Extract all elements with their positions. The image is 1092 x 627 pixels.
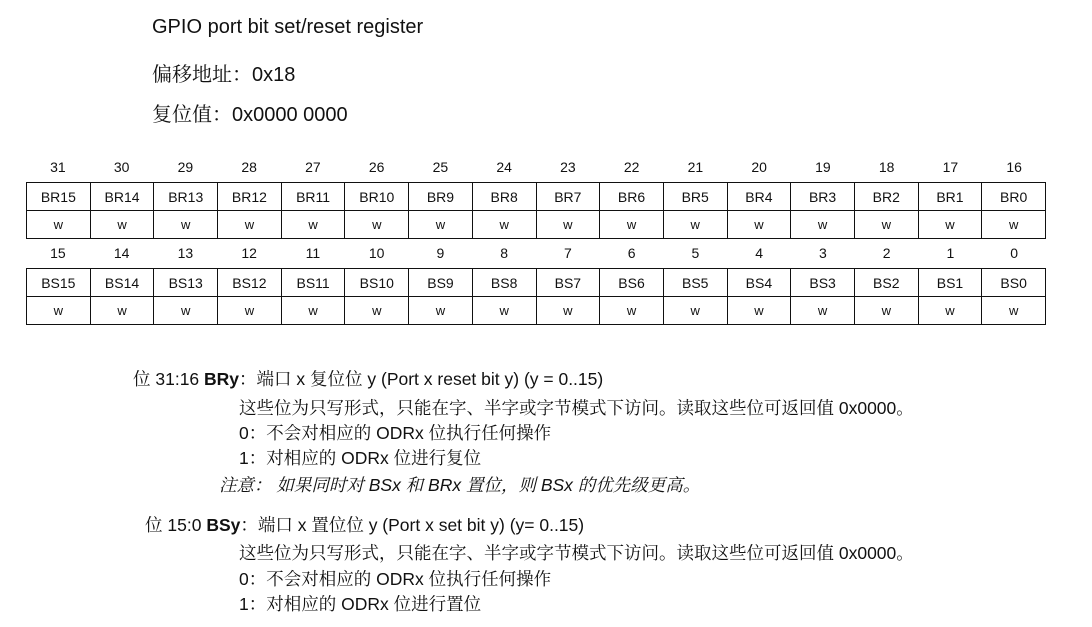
register-title: GPIO port bit set/reset register (152, 16, 424, 38)
access-cell: w (409, 211, 473, 239)
field-cell: BS4 (727, 269, 791, 297)
bit-number: 12 (241, 245, 257, 261)
access-cell: w (600, 297, 664, 325)
bit-number: 20 (751, 159, 767, 175)
access-cell: w (854, 211, 918, 239)
register-table-high (26, 182, 1046, 239)
field-cell: BR2 (854, 183, 918, 211)
bit-number: 0 (1010, 245, 1019, 261)
bry-description-line: 这些位为只写形式，只能在字、半字或字节模式下访问。读取这些位可返回值 0x0000。 (239, 398, 914, 418)
bit-number: 9 (436, 245, 445, 261)
bry-option-1: 1：对相应的 ODRx 位进行复位 (239, 448, 482, 468)
bit-numbers-high (26, 159, 1046, 175)
bit-number: 17 (942, 159, 959, 175)
field-cell: BS15 (27, 269, 91, 297)
field-cell: BS9 (409, 269, 473, 297)
bsy-field-name: BSy (206, 515, 241, 535)
access-cell: w (791, 297, 855, 325)
field-cell: BR13 (154, 183, 218, 211)
field-cell: BS5 (663, 269, 727, 297)
bit-number: 28 (241, 159, 257, 175)
field-cell: BR3 (791, 183, 855, 211)
access-cell: w (90, 211, 154, 239)
field-cell: BR4 (727, 183, 791, 211)
bit-number: 25 (432, 159, 449, 175)
access-cell: w (663, 211, 727, 239)
field-cell: BS7 (536, 269, 600, 297)
access-cell: w (281, 297, 345, 325)
access-cell: w (918, 211, 982, 239)
offset-address: 偏移地址：0x18 (152, 64, 296, 86)
bsy-bit-range: 位 15:0 (145, 515, 202, 535)
bry-field-name: BRy (204, 369, 240, 389)
access-cell: w (536, 211, 600, 239)
bit-number: 1 (946, 245, 955, 261)
bit-number: 3 (818, 245, 827, 261)
field-cell: BS10 (345, 269, 409, 297)
access-cell: w (27, 211, 91, 239)
access-cell: w (536, 297, 600, 325)
access-cell: w (854, 297, 918, 325)
access-cell: w (409, 297, 473, 325)
access-cell: w (154, 297, 218, 325)
bit-number: 18 (878, 159, 895, 175)
access-row (27, 297, 1046, 325)
access-cell: w (472, 211, 536, 239)
field-cell: BR5 (663, 183, 727, 211)
access-cell: w (218, 297, 282, 325)
field-cell: BR1 (918, 183, 982, 211)
bry-note: 注意： 如果同时对 BSx 和 BRx 置位，则 BSx 的优先级更高。 (219, 475, 701, 495)
field-cell: BS11 (281, 269, 345, 297)
field-cell: BR9 (409, 183, 473, 211)
bit-number: 19 (815, 159, 831, 175)
bit-number: 22 (623, 159, 640, 175)
bit-number: 29 (177, 159, 194, 175)
bit-number: 13 (177, 245, 194, 261)
register-table-low (26, 268, 1046, 325)
field-name-row (27, 269, 1046, 297)
access-row (27, 211, 1046, 239)
bit-number: 21 (687, 159, 704, 175)
bry-bit-range: 位 31:16 (133, 369, 200, 389)
bit-number: 4 (755, 245, 764, 261)
field-cell: BR6 (600, 183, 664, 211)
bsy-summary: ：端口 x 置位位 y (Port x set bit y) (y= 0..15) (240, 515, 585, 535)
bit-numbers-low (26, 245, 1046, 261)
field-cell: BR0 (982, 183, 1046, 211)
field-cell: BS14 (90, 269, 154, 297)
field-name-row (27, 183, 1046, 211)
bit-number: 30 (113, 159, 130, 175)
field-cell: BS6 (600, 269, 664, 297)
bit-number: 24 (496, 159, 512, 175)
bit-number: 10 (368, 245, 385, 261)
access-cell: w (791, 211, 855, 239)
bit-number: 31 (50, 159, 66, 175)
access-cell: w (345, 297, 409, 325)
field-cell: BR8 (472, 183, 536, 211)
field-cell: BS12 (218, 269, 282, 297)
bit-number: 2 (882, 245, 891, 261)
access-cell: w (90, 297, 154, 325)
access-cell: w (472, 297, 536, 325)
bit-number: 26 (368, 159, 385, 175)
field-cell: BS1 (918, 269, 982, 297)
access-cell: w (600, 211, 664, 239)
bit-number: 11 (305, 245, 321, 261)
bit-number: 23 (560, 159, 576, 175)
bry-summary: ：端口 x 复位位 y (Port x reset bit y) (y = 0..15) (239, 369, 604, 389)
field-cell: BR12 (218, 183, 282, 211)
access-cell: w (218, 211, 282, 239)
access-cell: w (345, 211, 409, 239)
access-cell: w (727, 297, 791, 325)
field-cell: BS0 (982, 269, 1046, 297)
access-cell: w (154, 211, 218, 239)
field-cell: BR11 (281, 183, 345, 211)
field-cell: BR7 (536, 183, 600, 211)
bsy-description-line: 这些位为只写形式，只能在字、半字或字节模式下访问。读取这些位可返回值 0x0000。 (239, 543, 914, 563)
bit-number: 8 (500, 245, 509, 261)
bit-number: 6 (627, 245, 636, 261)
access-cell: w (727, 211, 791, 239)
bit-number: 14 (113, 245, 130, 261)
bry-option-0: 0：不会对相应的 ODRx 位执行任何操作 (239, 423, 552, 443)
access-cell: w (27, 297, 91, 325)
reset-value: 复位值：0x0000 0000 (152, 104, 348, 126)
field-cell: BS13 (154, 269, 218, 297)
bit-number: 5 (691, 245, 700, 261)
access-cell: w (281, 211, 345, 239)
bsy-option-1: 1：对相应的 ODRx 位进行置位 (239, 594, 482, 614)
field-cell: BR14 (90, 183, 154, 211)
access-cell: w (982, 297, 1046, 325)
bry-heading (133, 366, 603, 391)
bit-number: 15 (50, 245, 66, 261)
bit-number: 27 (305, 159, 321, 175)
field-cell: BR10 (345, 183, 409, 211)
field-cell: BS8 (472, 269, 536, 297)
field-cell: BR15 (27, 183, 91, 211)
bit-number: 7 (563, 245, 572, 261)
bsy-option-0: 0：不会对相应的 ODRx 位执行任何操作 (239, 569, 552, 589)
field-cell: BS3 (791, 269, 855, 297)
access-cell: w (918, 297, 982, 325)
bsy-heading (145, 512, 584, 537)
bit-number: 16 (1006, 159, 1022, 175)
access-cell: w (663, 297, 727, 325)
access-cell: w (982, 211, 1046, 239)
field-cell: BS2 (854, 269, 918, 297)
